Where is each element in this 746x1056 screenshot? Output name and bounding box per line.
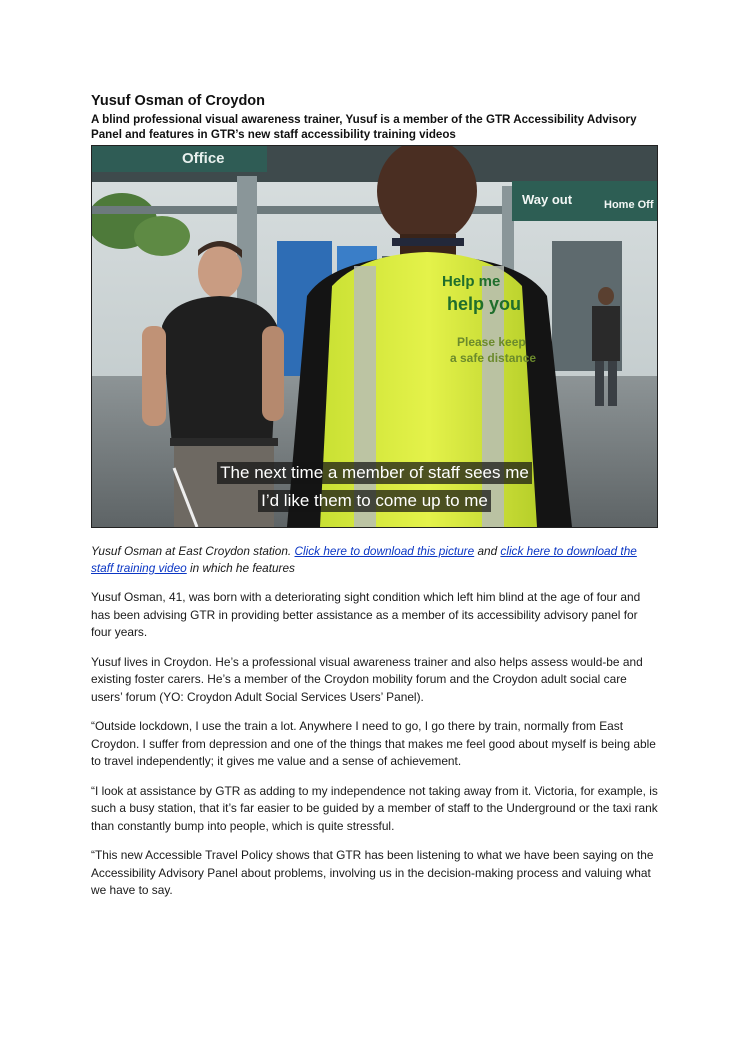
paragraph-5: “This new Accessible Travel Policy shows that GTR has been listening to what we have been saying on the Accessibility Advisory Panel about problems, involving us in the decision-making process and valuing what we have to say. (91, 848, 654, 897)
caption-prefix: Yusuf Osman at East Croydon station. (91, 544, 295, 558)
video-subtitle-line2: I’d like them to come up to me (258, 490, 491, 512)
vest-text-line2: help you (447, 294, 522, 314)
article-heading: Yusuf Osman of Croydon (91, 93, 266, 109)
station-photo (91, 145, 658, 528)
sign-home-office: Home Off (604, 199, 654, 211)
paragraph-2: Yusuf lives in Croydon. He’s a professional visual awareness trainer and also helps assess would-be and existing foster carers. He’s a member of the Croydon mobility forum and the Croydon adult social care users’ forum (YO: Croydon Adult Social Services Users’ Panel). (91, 654, 643, 704)
paragraph-3: “Outside lockdown, I use the train a lot. Anywhere I need to go, I go there by train, normally from East Croydon. I suffer from depression and one of the things that makes me feel good about myself is being able to travel independently; it gives me value and a sense of achievement. (91, 719, 656, 768)
paragraph-4: “I look at assistance by GTR as adding to my independence not taking away from it. Victoria, for example, is such a busy station, that it’s far easier to be guided by a member of staff to the Underground or the taxi rank than constantly bump into people, which is quite stressful. (91, 783, 658, 833)
sign-way-out: Way out (522, 192, 573, 207)
sign-office: Office (182, 150, 225, 167)
article-subheading: A blind professional visual awareness trainer, Yusuf is a member of the GTR Accessibility Advisory Panel and features in GTR’s new staff accessibility training videos (91, 113, 637, 141)
caption-middle: and (474, 544, 501, 558)
video-subtitle-line2-wrap (92, 490, 657, 512)
vest-text-line3: Please keep (457, 335, 526, 349)
download-video-link[interactable]: click here to download the staff training video (91, 544, 637, 575)
caption-suffix: in which he features (186, 561, 295, 575)
paragraph-1: Yusuf Osman, 41, was born with a deteriorating sight condition which left him blind at the age of four and has been advising GTR in providing better assistance as a member of its accessibility advisory panel for four years. (91, 590, 641, 639)
vest-text-line1: Help me (442, 273, 501, 290)
document-page (91, 92, 658, 900)
video-subtitle-line1-wrap (92, 462, 657, 484)
video-subtitle-line1: The next time a member of staff sees me (217, 462, 532, 484)
vest-text-line4: a safe distance (450, 351, 537, 365)
download-picture-link[interactable]: Click here to download this picture (294, 544, 475, 558)
photo-caption (91, 543, 658, 577)
